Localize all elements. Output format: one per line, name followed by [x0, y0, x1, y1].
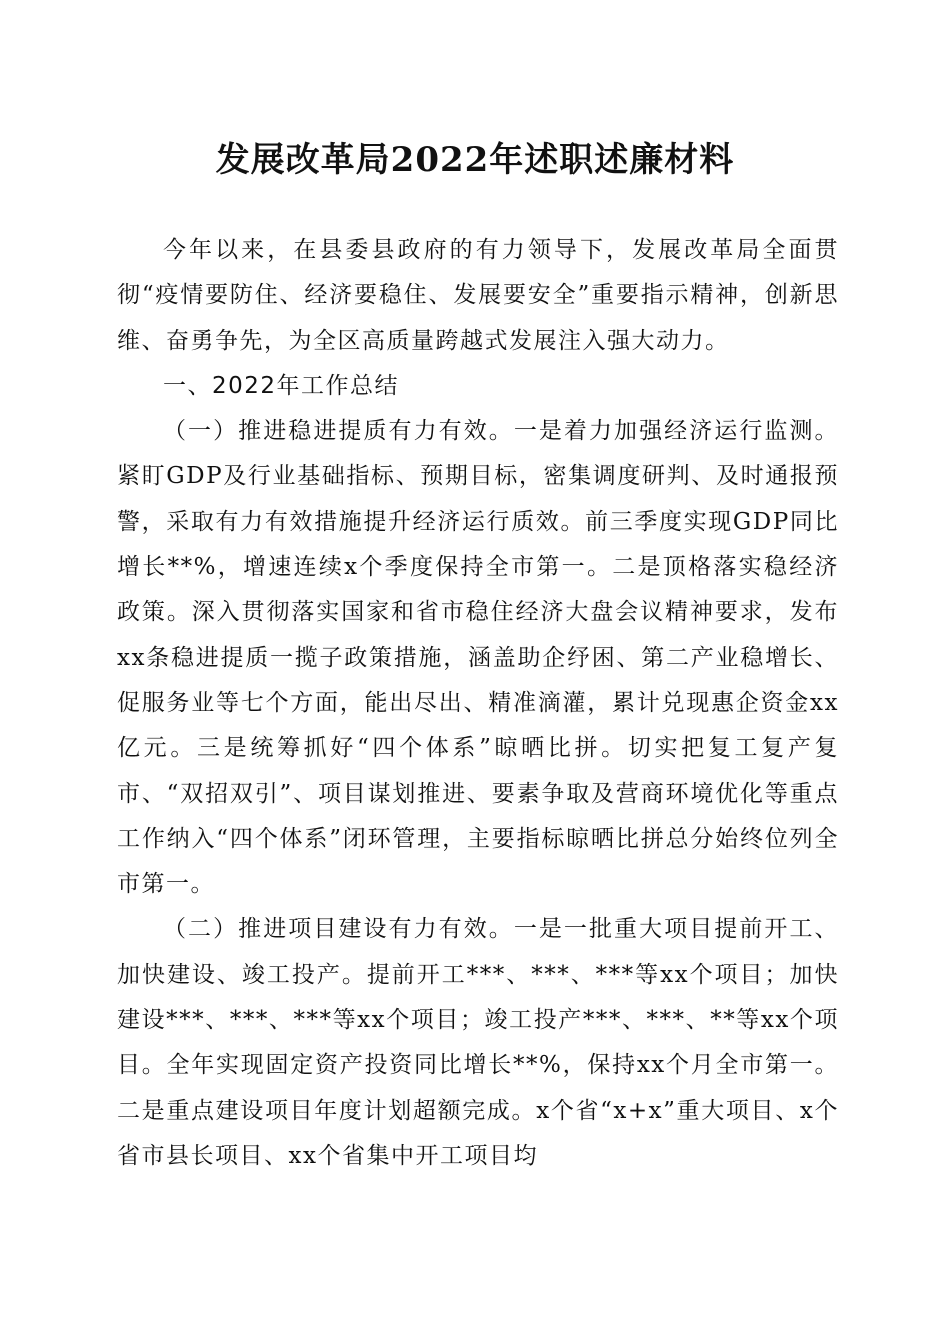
document-title: 发展改革局2022年述职述廉材料 [215, 140, 735, 180]
subsection-paragraph-2 [117, 907, 839, 1179]
section-heading: 一、2022年工作总结 [163, 372, 400, 399]
subsection-lead-1: （一）推进稳进提质有力有效。 [163, 418, 514, 445]
intro-paragraph: 今年以来，在县委县政府的有力领导下，发展改革局全面贯彻“疫情要防住、经济要稳住、发展要安全”重要指示精神，创新思维、奋勇争先，为全区高质量跨越式发展注入强大动力。 [117, 237, 839, 354]
subsection-lead-2: （二）推进项目建设有力有效。 [163, 916, 514, 943]
subsection-text-1: 一是着力加强经济运行监测。紧盯GDP及行业基础指标、预期目标，密集调度研判、及时通报预警，采取有力有效措施提升经济运行质效。前三季度实现GDP同比增长**%，增速连续x个季度保持全市第一。二是顶格落实稳经济政策。深入贯彻落实国家和省市稳住经济大盘会议精神要求，发布xx条稳进提质一揽子政策措施，涵盖助企纾困、第二产业稳增长、促服务业等七个方面，能出尽出、精准滴灌，累计兑现惠企资金xx亿元。三是统筹抓好“四个体系”晾晒比拼。切实把复工复产复市、“双招双引”、项目谋划推进、要素争取及营商环境优化等重点工作纳入“四个体系”闭环管理，主要指标晾晒比拼总分始终位列全市第一。 [117, 418, 840, 898]
subsection-paragraph-1 [117, 409, 839, 907]
document-body [117, 228, 839, 1179]
subsection-text-2: 一是一批重大项目提前开工、加快建设、竣工投产。提前开工***、***、***等xx个项目；加快建设***、***、***等xx个项目；竣工投产***、***、**等xx个项目。全年实现固定资产投资同比增长**%，保持xx个月全市第一。二是重点建设项目年度计划超额完成。x个省“x+x”重大项目、x个省市县长项目、xx个省集中开工项目均 [117, 916, 840, 1169]
